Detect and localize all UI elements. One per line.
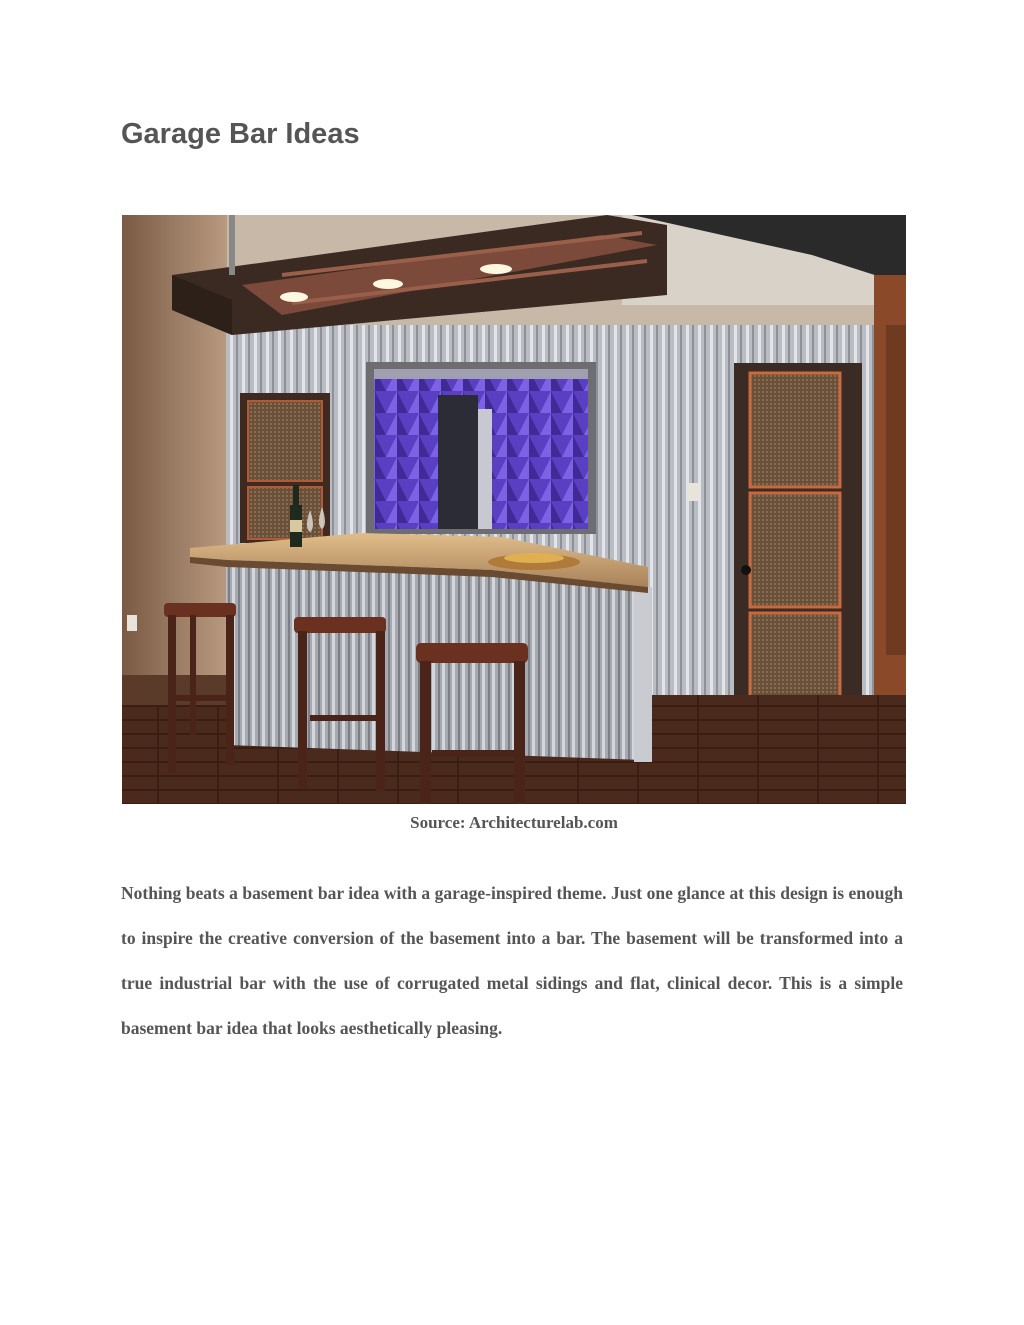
body-paragraph: Nothing beats a basement bar idea with a garage-inspired theme. Just one glance at this design is enough to inspire the creative conversion of the basement into a bar. The basement will be transformed into a true industrial bar with the use of corrugated metal sidings and flat, clinical decor. This is a simple basement bar idea that looks aesthetically pleasing. bbox=[121, 883, 903, 1038]
garage-bar-photo bbox=[122, 215, 906, 804]
image-caption: Source: Architecturelab.com bbox=[410, 813, 618, 832]
page-title: Garage Bar Ideas bbox=[121, 118, 360, 150]
